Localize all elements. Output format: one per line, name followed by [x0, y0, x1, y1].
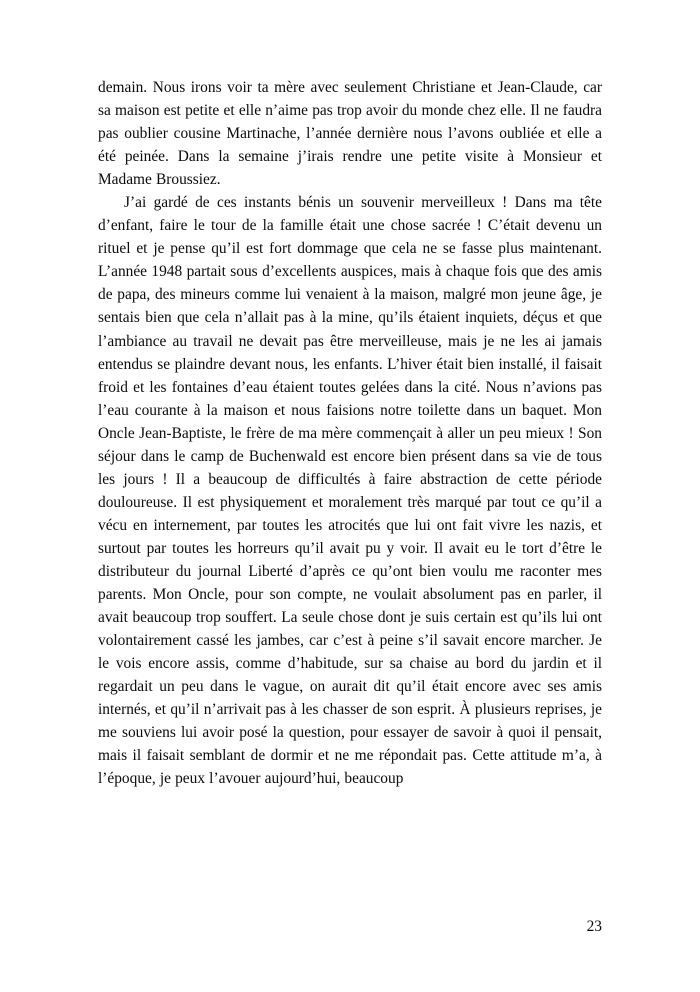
paragraph-main: J’ai gardé de ces instants bénis un souvenir merveilleux ! Dans ma tête d’enfant, faire le tour de la famille était une chose sacrée ! C’était devenu un rituel et je pense qu’il est fort dommage que cela ne se fasse plus maintenant. L’année 1948 partait sous d’excellents auspices, mais à chaque fois que des amis de papa, des mineurs comme lui venaient à la maison, malgré mon jeune âge, je sentais bien que cela n’allait pas à la mine, qu’ils étaient inquiets, déçus et que l’ambiance au travail ne devait pas être merveilleuse, mais je ne les ai jamais entendus se plaindre devant nous, les enfants. L’hiver était bien installé, il faisait froid et les fontaines d’eau étaient toutes gelées dans la cité. Nous n’avions pas l’eau courante à la maison et nous faisions notre toilette dans un baquet. Mon Oncle Jean-Baptiste, le frère de ma mère commençait à aller un peu mieux ! Son séjour dans le camp de Buchenwald est encore bien présent dans sa vie de tous les jours ! Il a beaucoup de difficultés à faire abstraction de cette période douloureuse. Il est physiquement et moralement très marqué par tout ce qu’il a vécu en internement, par toutes les atrocités que lui ont fait vivre les nazis, et surtout par toutes les horreurs qu’il avait pu y voir. Il avait eu le tort d’être le distributeur du journal Liberté d’après ce qu’ont bien voulu me raconter mes parents. Mon Oncle, pour son compte, ne voulait absolument pas en parler, il avait beaucoup trop souffert. La seule chose dont je suis certain est qu’ils lui ont volontairement cassé les jambes, car c’est à peine s’il savait encore marcher. Je le vois encore assis, comme d’habitude, sur sa chaise au bord du jardin et il regardait un peu dans le vague, on aurait dit qu’il était encore avec ses amis internés, et qu’il n’arrivait pas à les chasser de son esprit. À plusieurs reprises, je me souviens lui avoir posé la question, pour essayer de savoir à quoi il pensait, mais il faisait semblant de dormir et ne me répondait pas. Cette attitude m’a, à l’époque, je peux l’avouer aujourd’hui, beaucoup	[98, 194, 602, 788]
paragraph-continuation: demain. Nous irons voir ta mère avec seulement Christiane et Jean-Claude, car sa maison est petite et elle n’aime pas trop avoir du monde chez elle. Il ne faudra pas oublier cousine Martinache, l’année dernière nous l’avons oubliée et elle a été peinée. Dans la semaine j’irais rendre une petite visite à Monsieur et Madame Broussiez.	[98, 79, 602, 189]
page-number: 23	[586, 917, 602, 935]
page-body-text	[98, 76, 602, 790]
